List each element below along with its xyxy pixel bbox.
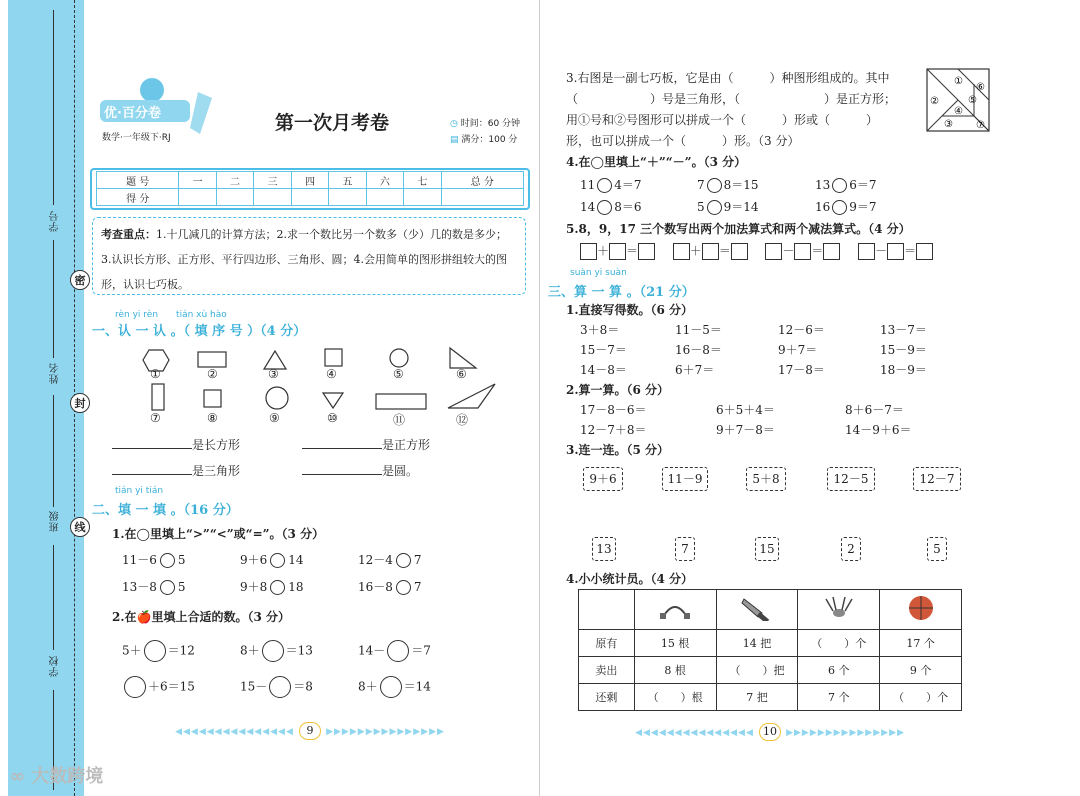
shape-label: ⑥ — [456, 367, 467, 381]
q4-title: 4.在◯里填上“＋”“－”。（3 分） — [566, 155, 747, 169]
shape-label: ② — [207, 367, 218, 381]
subject-line: 数学·一年级下·RJ — [102, 133, 171, 143]
basketball-icon — [880, 590, 962, 630]
obtuse-triangle-shape — [448, 384, 495, 408]
answer-circle[interactable] — [597, 200, 612, 215]
connect-top[interactable]: 12－5 — [827, 467, 875, 491]
sec1-pinyin: rèn yi rèn tián xù hào — [115, 310, 227, 320]
knife-icon — [716, 590, 798, 630]
page-title: 第一次月考卷 — [275, 112, 390, 134]
shape-label: ⑦ — [150, 411, 161, 425]
score-cell[interactable] — [179, 189, 216, 206]
answer-circle[interactable] — [707, 178, 722, 193]
sec2-q2-title: 2.在🍎里填上合适的数。（3 分） — [112, 610, 290, 624]
answer-box[interactable] — [702, 243, 719, 260]
connect-top[interactable]: 12－7 — [913, 467, 961, 491]
logo-text: 优·百分卷 — [104, 106, 161, 121]
connect-bottom[interactable]: 7 — [675, 537, 695, 561]
left-footer: ◀◀◀◀◀◀◀◀◀◀◀◀◀◀◀ 9 ▶▶▶▶▶▶▶▶▶▶▶▶▶▶▶ — [145, 719, 475, 740]
score-cell[interactable] — [291, 189, 328, 206]
score-cell[interactable] — [441, 189, 523, 206]
full-score-info: ▤ 满分：100 分 — [450, 135, 518, 145]
answer-circle[interactable] — [270, 580, 285, 595]
answer-circle[interactable] — [160, 580, 175, 595]
score-head: 二 — [216, 172, 253, 189]
c2-grid: 17－8－6＝ 6＋5＋4＝ 8＋6－7＝ 12－7＋8＝ 9＋7－8＝ 14－9＋6＝ — [580, 403, 912, 437]
tangram-figure — [926, 68, 990, 132]
key-points-text: 1.十几减几的计算方法；2.求一个数比另一个数多（少）几的数是多少；3.认识长方形、正方形、平行四边形、三角形、圆；4.会用简单的图形拼组较大的图形，认识七巧板。 — [101, 228, 507, 291]
rectangle-shape — [198, 352, 226, 367]
sec1-title: 一、认 一 认 。（ 填 序 号 ）（4 分） — [92, 324, 307, 339]
answer-circle[interactable] — [270, 553, 285, 568]
answer-box[interactable] — [580, 243, 597, 260]
answer-circle[interactable] — [396, 553, 411, 568]
sec2-q1-title: 1.在◯里填上“>”“<”或“=”。（3 分） — [112, 527, 325, 541]
inverted-triangle-shape — [323, 393, 343, 408]
key-points-label: 考查重点： — [101, 228, 156, 241]
answer-circle[interactable] — [832, 200, 847, 215]
score-table-frame — [90, 168, 530, 210]
shape-label: ① — [150, 367, 161, 381]
header-logo — [100, 72, 220, 152]
label-class: 班级 — [50, 510, 61, 532]
score-head: 总 分 — [441, 172, 523, 189]
page-number: 10 — [759, 723, 781, 741]
score-label: 得 分 — [97, 189, 179, 206]
fill-rectangle[interactable]: 是长方形 — [112, 436, 240, 453]
score-head: 三 — [254, 172, 291, 189]
answer-box[interactable] — [916, 243, 933, 260]
tangram-label: ⑥ — [976, 82, 985, 93]
stat-cell[interactable]: （ ）个 — [798, 630, 880, 657]
fill-circle[interactable]: 是圆。 — [302, 462, 418, 479]
sec3-pinyin: suàn yi suàn — [570, 268, 627, 278]
apple-icon[interactable] — [144, 640, 166, 662]
shape-label: ⑨ — [269, 411, 280, 425]
binding-strip — [8, 0, 84, 796]
answer-box[interactable] — [673, 243, 690, 260]
answer-box[interactable] — [858, 243, 875, 260]
seal-feng: 封 — [70, 393, 90, 413]
score-cell[interactable] — [216, 189, 253, 206]
answer-circle[interactable] — [160, 553, 175, 568]
jump-rope-icon — [634, 590, 716, 630]
tangram-label: ⑦ — [976, 120, 985, 131]
watermark-logo-icon: ∞ — [10, 766, 25, 787]
tangram-label: ① — [954, 76, 963, 87]
shape-label: ③ — [268, 367, 279, 381]
connect-bottom[interactable]: 15 — [755, 537, 779, 561]
score-table — [96, 171, 524, 206]
connect-top[interactable]: 11－9 — [662, 467, 708, 491]
score-cell[interactable] — [329, 189, 366, 206]
stat-cell[interactable]: （ ）把 — [716, 657, 798, 684]
tangram-label: ④ — [954, 106, 963, 117]
fill-square[interactable]: 是正方形 — [302, 436, 430, 453]
shape-label: ⑪ — [393, 413, 406, 427]
seal-mi: 密 — [70, 270, 90, 290]
key-points — [92, 217, 526, 295]
fill-triangle[interactable]: 是三角形 — [112, 462, 240, 479]
apple-icon[interactable] — [124, 676, 146, 698]
c1-grid: 3＋8＝ 11－5＝ 12－6＝ 13－7＝ 15－7＝ 16－8＝ 9＋7＝ 15－9＝ 14－8＝ 6＋7＝ 17－8＝ 18－9＝ — [580, 323, 927, 377]
connect-bottom[interactable]: 13 — [592, 537, 616, 561]
score-icon: ▤ — [450, 135, 459, 145]
answer-circle[interactable] — [832, 178, 847, 193]
sec2-title: 二、填 一 填 。（16 分） — [92, 503, 239, 518]
label-school: 学校 — [50, 655, 61, 677]
stat-cell: 14 把 — [716, 630, 798, 657]
square-shape — [325, 349, 342, 366]
shape-label: ⑤ — [393, 367, 404, 381]
square-shape — [204, 390, 221, 407]
connect-top[interactable]: 9＋6 — [583, 467, 623, 491]
apple-icon[interactable] — [387, 640, 409, 662]
sec2-pinyin: tián yi tián — [115, 486, 164, 496]
answer-box[interactable] — [609, 243, 626, 260]
c1-title: 1.直接写得数。（6 分） — [566, 303, 694, 317]
answer-circle[interactable] — [707, 200, 722, 215]
answer-circle[interactable] — [597, 178, 612, 193]
score-cell[interactable] — [366, 189, 403, 206]
q5-title: 5.8，9，17 三个数写出两个加法算式和两个减法算式。（4 分） — [566, 222, 911, 236]
answer-box[interactable] — [794, 243, 811, 260]
stat-row-label: 卖出 — [579, 657, 635, 684]
apple-icon[interactable] — [380, 676, 402, 698]
label-name: 姓名 — [50, 362, 61, 384]
stat-cell: 15 根 — [634, 630, 716, 657]
tall-rectangle-shape — [152, 384, 164, 410]
sec3-title: 三、算 一 算 。（21 分） — [548, 285, 695, 300]
stat-cell: 6 个 — [798, 657, 880, 684]
equation-boxes: ＋ ＝ ＋ ＝ － ＝ － ＝ — [580, 242, 933, 260]
right-triangle-shape — [450, 348, 476, 368]
stat-row-label: 原有 — [579, 630, 635, 657]
long-rectangle-shape — [376, 394, 426, 409]
tangram-label: ② — [930, 96, 939, 107]
badminton-icon — [798, 590, 880, 630]
page-number: 9 — [299, 722, 321, 740]
score-head: 题 号 — [97, 172, 179, 189]
score-head: 一 — [179, 172, 216, 189]
score-head: 四 — [291, 172, 328, 189]
score-head: 七 — [404, 172, 441, 189]
stat-cell: 8 根 — [634, 657, 716, 684]
circle-shape — [390, 349, 408, 367]
answer-box[interactable] — [823, 243, 840, 260]
q3-text: 3.右图是一副七巧板，它是由（ ）种图形组成的。其中 （ ）号是三角形，（ ）是正方形； 用①号和②号图形可以拼成一个（ ）形或（ ） 形，也可以拼成一个（ ）形。（3 分） — [566, 71, 897, 148]
apple-icon[interactable] — [269, 676, 291, 698]
score-head: 五 — [329, 172, 366, 189]
circle-shape — [266, 387, 288, 409]
seal-xian: 线 — [70, 517, 90, 537]
connect-bottom[interactable]: 5 — [927, 537, 947, 561]
time-info: ◷ 时间：60 分钟 — [450, 119, 521, 129]
answer-box[interactable] — [887, 243, 904, 260]
stat-row-label: 还剩 — [579, 684, 635, 711]
stat-cell: 9 个 — [880, 657, 962, 684]
tangram-label: ⑤ — [968, 95, 977, 106]
shape-label: ⑫ — [456, 413, 469, 427]
stat-table — [578, 589, 962, 711]
c2-title: 2.算一算。（6 分） — [566, 383, 670, 397]
c4-title: 4.小小统计员。（4 分） — [566, 572, 694, 586]
stat-cell[interactable]: （ ）根 — [634, 684, 716, 711]
answer-circle[interactable] — [396, 580, 411, 595]
clock-icon: ◷ — [450, 119, 458, 129]
shapes-row2 — [140, 382, 500, 412]
label-student-id: 学号 — [50, 210, 61, 232]
answer-box[interactable] — [731, 243, 748, 260]
stat-cell: 7 把 — [716, 684, 798, 711]
apple-icon[interactable] — [262, 640, 284, 662]
shape-label: ⑧ — [207, 411, 218, 425]
tangram-label: ③ — [944, 119, 953, 130]
c3-title: 3.连一连。（5 分） — [566, 443, 670, 457]
score-cell[interactable] — [254, 189, 291, 206]
connect-top[interactable]: 5＋8 — [746, 467, 786, 491]
stat-cell: 7 个 — [798, 684, 880, 711]
connect-bottom[interactable]: 2 — [841, 537, 861, 561]
stat-cell: 17 个 — [880, 630, 962, 657]
score-head: 六 — [366, 172, 403, 189]
shape-label: ⑩ — [327, 411, 338, 425]
answer-box[interactable] — [638, 243, 655, 260]
right-footer: ◀◀◀◀◀◀◀◀◀◀◀◀◀◀◀ 10 ▶▶▶▶▶▶▶▶▶▶▶▶▶▶▶ — [600, 720, 940, 741]
shape-label: ④ — [326, 367, 337, 381]
score-cell[interactable] — [404, 189, 441, 206]
watermark: ∞ 大数跨境 — [10, 766, 104, 787]
stat-cell[interactable]: （ ）个 — [880, 684, 962, 711]
shapes-row1 — [140, 344, 500, 378]
answer-box[interactable] — [765, 243, 782, 260]
